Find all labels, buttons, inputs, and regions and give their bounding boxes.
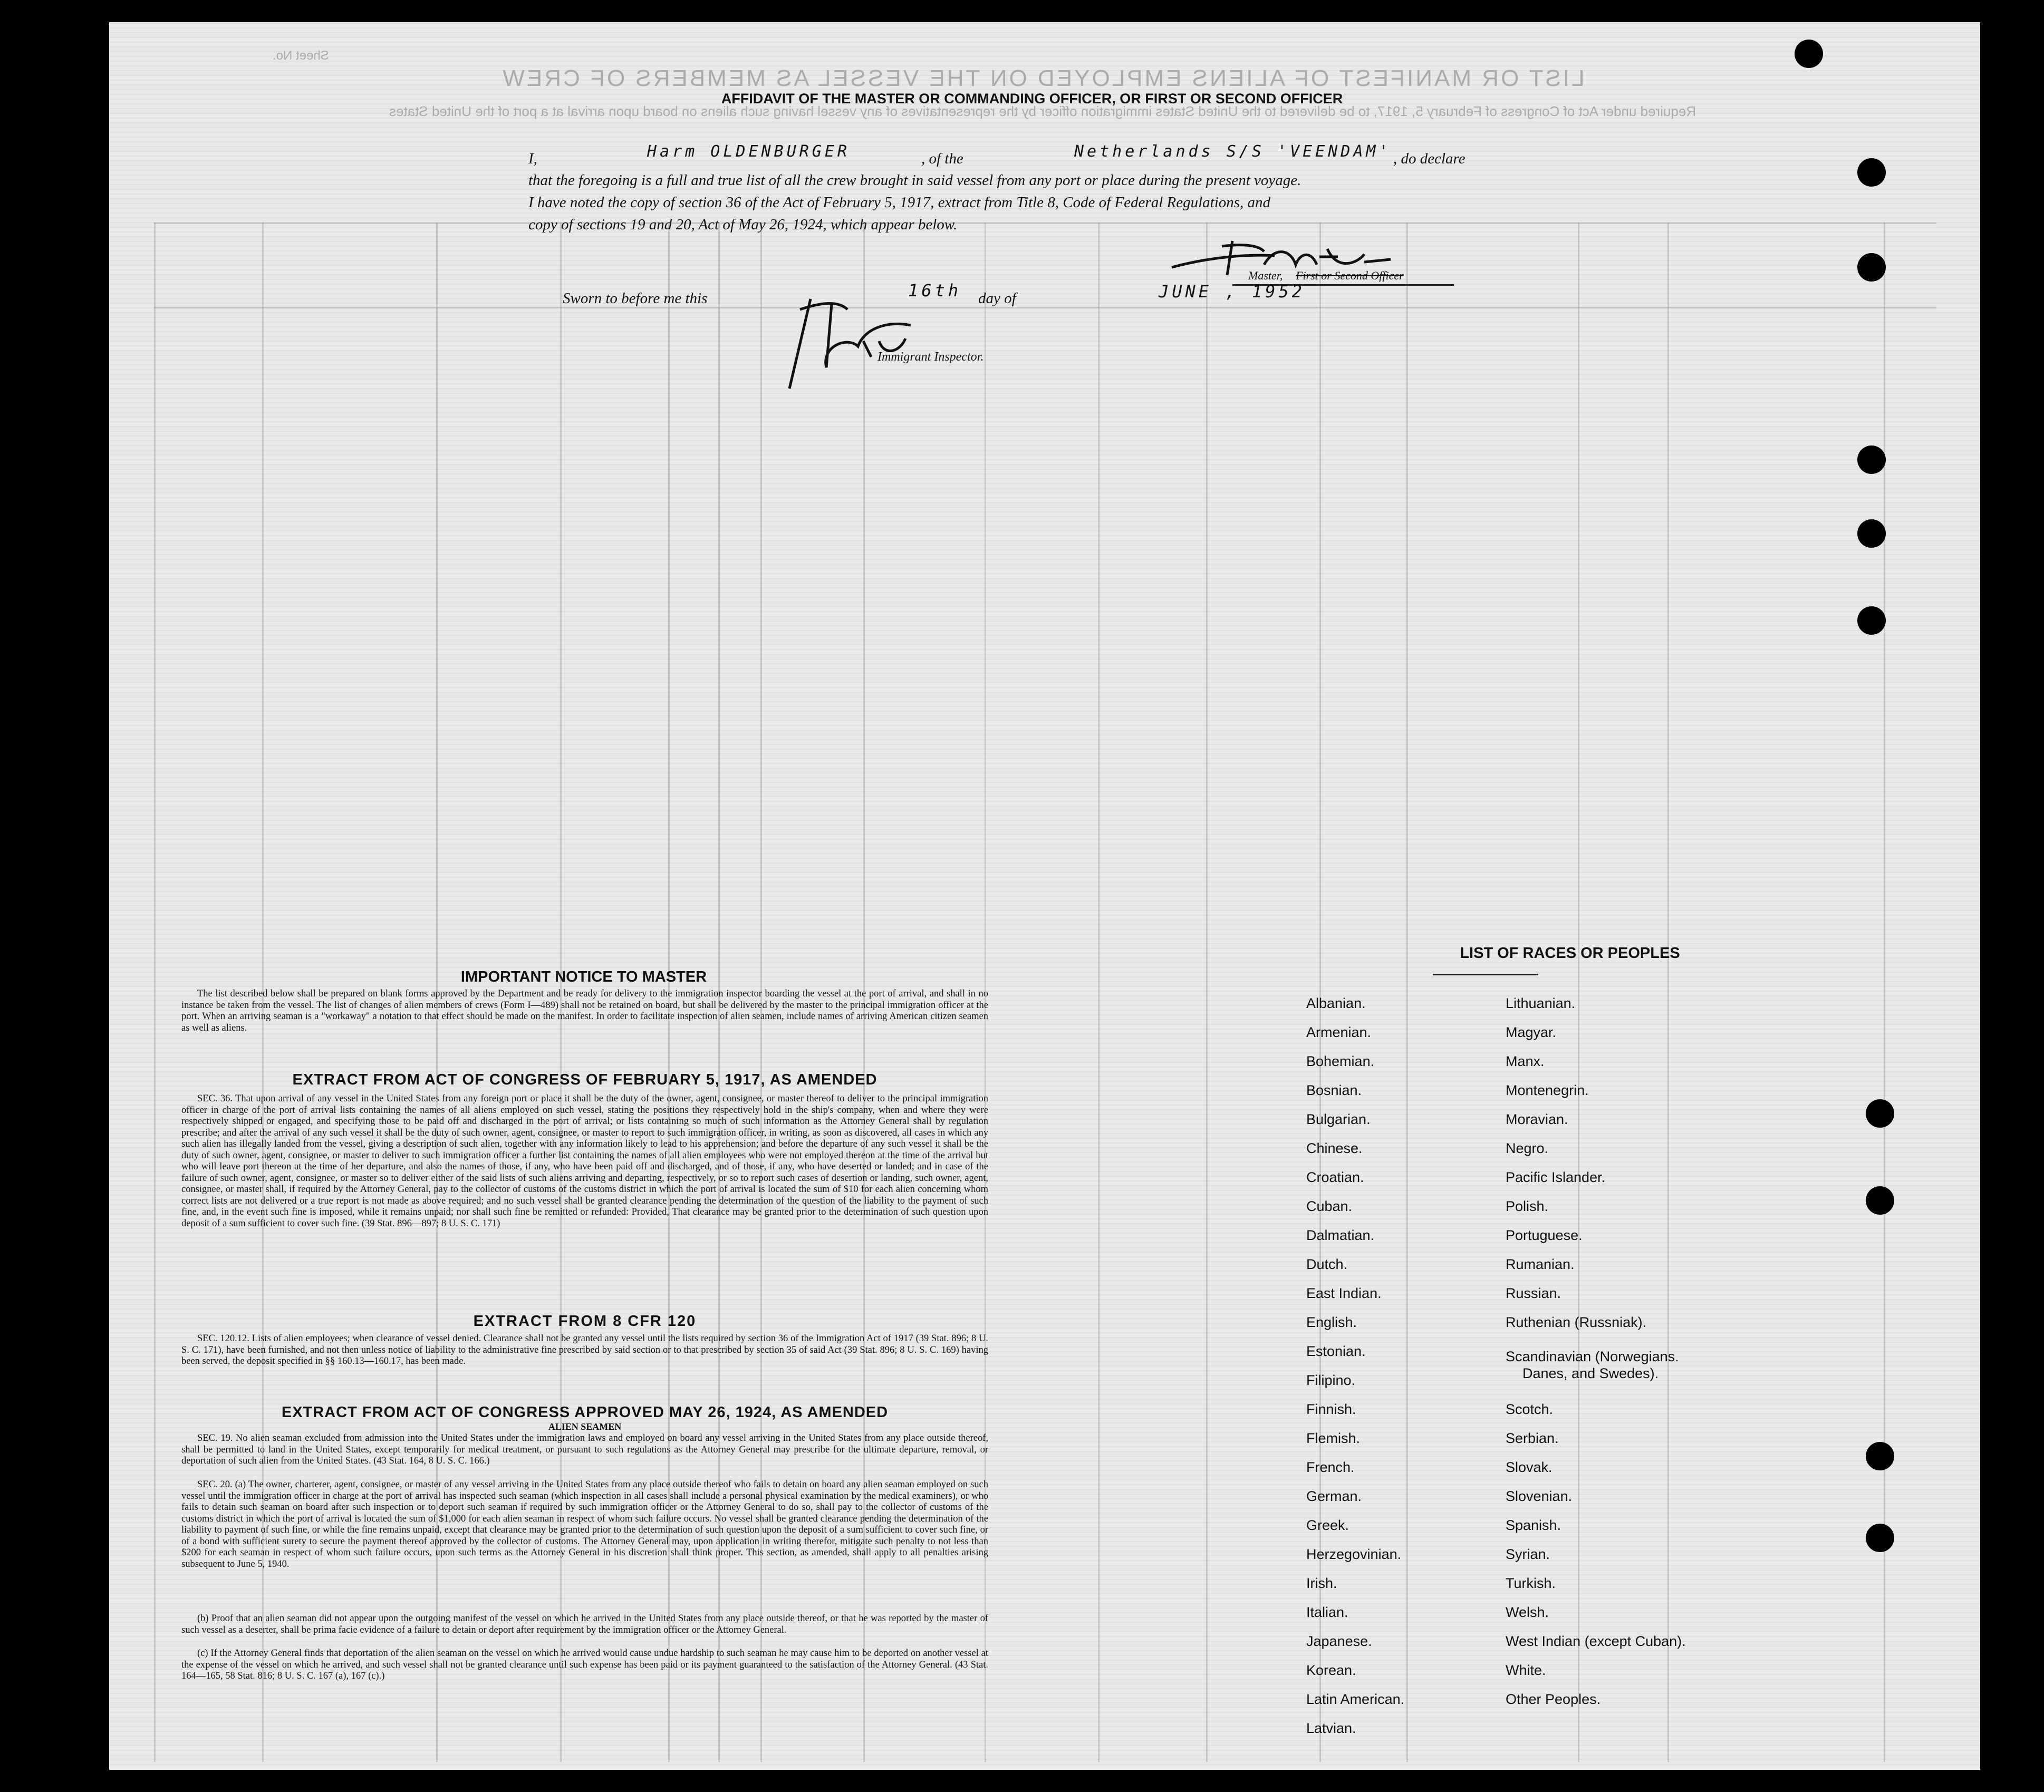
affidavit-title: AFFIDAVIT OF THE MASTER OR COMMANDING OFFICER, OR FIRST OR SECOND OFFICER [721, 91, 1343, 106]
race-item: West Indian (except Cuban). [1506, 1633, 1686, 1649]
punch-hole [1857, 519, 1886, 548]
grid-line [1206, 222, 1208, 1762]
race-item: Albanian. [1306, 995, 1366, 1011]
race-item: Montenegrin. [1506, 1082, 1589, 1098]
grid-line [154, 222, 156, 1762]
race-item: Japanese. [1306, 1633, 1372, 1649]
race-item: Serbian. [1506, 1430, 1559, 1446]
extract-1917-title: EXTRACT FROM ACT OF CONGRESS OF FEBRUARY 5, 1917, AS AMENDED [292, 1071, 878, 1088]
punch-hole [1795, 40, 1823, 68]
race-item: Moravian. [1506, 1111, 1568, 1127]
race-item: Magyar. [1506, 1024, 1557, 1040]
inspector-signature [779, 288, 916, 394]
race-item: Cuban. [1306, 1198, 1353, 1214]
race-item: Herzegovinian. [1306, 1546, 1402, 1562]
punch-hole [1857, 253, 1886, 282]
race-item: Armenian. [1306, 1024, 1372, 1040]
race-item: Russian. [1506, 1285, 1561, 1301]
master-name-handwritten: Harm OLDENBURGER [647, 142, 850, 161]
affidavit-line-4: copy of sections 19 and 20, Act of May 26, 1924, which appear below. [528, 216, 958, 233]
grid-line [1667, 222, 1669, 1762]
affidavit-pronoun: I, [528, 150, 537, 167]
race-item: Rumanian. [1506, 1256, 1575, 1272]
notice-body: The list described below shall be prepared on blank forms approved by the Department and be ready for delivery to the immigration inspector boarding the vessel at the port of arrival, and shall in no instance be taken from the vessel. The list of changes of alien members of crews (Form I—489) shall not be retained on board, but shall be delivered by the master to the principal immigration officer at the port. When an arriving seaman is a "workaway" a notation to that effect should be made on the manifest. In order to facilitate inspection of alien seamen, include names of arriving American citizen seamen as well as aliens. [181, 989, 988, 1033]
race-item: Ruthenian (Russniak). [1506, 1314, 1647, 1330]
grid-line [1578, 222, 1579, 1762]
day-of-label: day of [978, 290, 1016, 307]
affidavit-do-declare: , do declare [1393, 150, 1465, 167]
extract-1924-sec19: SEC. 19. No alien seaman excluded from admission into the United States under the immigration laws and employed on board any vessel arriving in the United States from any place outside thereof, shall be permitted to land in the United States, except temporarily for medical treatment, or pursuant to such regulations as the Attorney General may prescribe for the ultimate departure, removal, or deportation of such alien from the United States. (43 Stat. 164, 8 U. S. C. 166.) [181, 1433, 988, 1466]
extract-cfr-body: SEC. 120.12. Lists of alien employees; when clearance of vessel denied. Clearance shall not be granted any vessel until the lists required by section 36 of the Immigration Act of 1917 (39 Stat. 896; 8 U. S. C. 171), have been furnished, and not then unless notice of liability to the administrative fine prescribed by said section or to that prescribed by section 35 of said Act (39 Stat. 896; 8 U. S. C. 169) having been served, the deposit specified in §§ 160.13—160.17, has been made. [181, 1333, 988, 1367]
notice-title: IMPORTANT NOTICE TO MASTER [460, 968, 707, 985]
punch-hole [1866, 1186, 1894, 1215]
race-item: Polish. [1506, 1198, 1549, 1214]
race-item: Negro. [1506, 1140, 1549, 1156]
affidavit-of-the: , of the [921, 150, 963, 167]
race-item: Scotch. [1506, 1401, 1554, 1417]
struck-officer-label: First or Second Officer [1296, 269, 1404, 282]
race-item: White. [1506, 1662, 1546, 1678]
extract-1924-sec20a: SEC. 20. (a) The owner, charterer, agent, consignee, or master of any vessel arriving in the United States from any place outside thereof who fails to detain on board any alien seaman employed on such vessel until the immigration officer in charge at the port of arrival has inspected such seaman (which inspection in all cases shall include a personal physical examination by the medical examiners), or who fails to detain such seaman on board after such inspection or to deport such seaman if required by such immigration officer or the Attorney General to do so, shall pay to the collector of customs of the customs district in which the port of arrival is located the sum of $1,000 for each alien seaman in respect of whom such failure occurs. No vessel shall be granted clearance pending the determination of the liability to payment of such fine, or while the fine remains unpaid, except that clearance may be granted prior to the determination of such question upon the deposit of a sum sufficient to cover such fine, or of a bond with sufficient surety to secure the payment thereof approved by the collector of customs. The Attorney General may, upon application in writing therefor, mitigate such penalty to not less than $200 for each seaman in respect of whom such failure occurs, upon such terms as the Attorney General in his discretion shall think proper. This section, as amended, shall apply to all penalties arising subsequent to June 5, 1940. [181, 1479, 988, 1570]
race-item: Scandinavian (Norwegians. [1506, 1349, 1679, 1364]
race-item: Italian. [1306, 1604, 1348, 1620]
race-item: Welsh. [1506, 1604, 1549, 1620]
race-item: Manx. [1506, 1053, 1545, 1069]
manifest-page [109, 22, 1980, 1770]
punch-hole [1857, 158, 1886, 187]
race-item: English. [1306, 1314, 1357, 1330]
race-item: Latvian. [1306, 1720, 1356, 1736]
extract-cfr-title: EXTRACT FROM 8 CFR 120 [473, 1313, 697, 1330]
punch-hole [1857, 606, 1886, 635]
mirrored-manifest-title: LIST OR MANIFEST OF ALIENS EMPLOYED ON THE VESSEL AS MEMBERS OF CREW [500, 65, 1585, 91]
punch-hole [1866, 1442, 1894, 1470]
race-item: Flemish. [1306, 1430, 1361, 1446]
extract-1924-title: EXTRACT FROM ACT OF CONGRESS APPROVED MAY 26, 1924, AS AMENDED [281, 1404, 889, 1421]
races-title-rule [1433, 974, 1538, 975]
affidavit-line-3: I have noted the copy of section 36 of the Act of February 5, 1917, extract from Title 8, Code of Federal Regulations, and [528, 194, 1271, 211]
race-item: Portuguese. [1506, 1227, 1583, 1243]
race-item: Irish. [1306, 1575, 1337, 1591]
race-item: Bosnian. [1306, 1082, 1362, 1098]
extract-1924-sec20c: (c) If the Attorney General finds that deportation of the alien seaman on the vessel on which he arrived would cause undue hardship to such seaman he may cause him to be deported on another vessel at the expense of the vessel on which he arrived, and such vessel shall not be granted clearance until such expense has been paid or its payment guaranteed to the satisfaction of the Attorney General. (43 Stat. 164—165, 58 Stat. 816; 8 U. S. C. 167 (a), 167 (c).) [181, 1648, 988, 1681]
race-item: Dalmatian. [1306, 1227, 1375, 1243]
race-item: Croatian. [1306, 1169, 1364, 1185]
extract-1924-sec20b: (b) Proof that an alien seaman did not appear upon the outgoing manifest of the vessel on which he arrived in the United States from any place outside thereof, or that he was reported by the master of such vessel as a deserter, shall be prima facie evidence of a failure to detain or deport after requirement by the immigration officer or the Attorney General. [181, 1613, 988, 1635]
sworn-text: Sworn to before me this [563, 290, 708, 307]
race-item: Syrian. [1506, 1546, 1550, 1562]
race-item: Bohemian. [1306, 1053, 1375, 1069]
month-year-handwritten: JUNE , 1952 [1159, 282, 1305, 302]
punch-hole [1857, 445, 1886, 474]
extract-1924-subtitle: ALIEN SEAMEN [548, 1421, 622, 1432]
race-item: German. [1306, 1488, 1362, 1504]
race-item: East Indian. [1306, 1285, 1382, 1301]
punch-hole [1866, 1524, 1894, 1552]
race-item: Finnish. [1306, 1401, 1356, 1417]
day-handwritten: 16th [908, 280, 962, 301]
race-item: Korean. [1306, 1662, 1356, 1678]
race-item: Lithuanian. [1506, 995, 1576, 1011]
vessel-name-handwritten: Netherlands S/S 'VEENDAM' [1074, 142, 1392, 161]
race-item: Greek. [1306, 1517, 1349, 1533]
punch-hole [1866, 1099, 1894, 1128]
race-item: Estonian. [1306, 1343, 1366, 1359]
extract-1917-body: SEC. 36. That upon arrival of any vessel in the United States from any foreign port or place it shall be the duty of the owner, agent, consignee, or master thereof to deliver to the principal immigration officer in charge of the port of arrival lists containing the names of all aliens employed on such vessel, stating the positions they respectively hold in the ship's company, when and where they were respectively shipped or engaged, and specifying those to be paid off and discharged in the port of arrival; or lists containing so much of such information as the Attorney General shall by regulation prescribe; and after the arrival of any such vessel it shall be the duty of such owner, agent, consignee, or master to report to such immigration officer, in writing, as soon as discovered, all cases in which any such alien has illegally landed from the vessel, giving a description of such alien, together with any information likely to lead to his apprehension; and before the departure of any such vessel it shall be the duty of such owner, agent, consignee, or master to deliver to such immigration officer a further list containing the names of all alien employees who were not employed thereon at the time of the arrival but who will leave port thereon at the time of her departure, and also the names of those, if any, who have been paid off and discharged, and of those, if any, who have deserted or landed; and in case of the failure of such owner, agent, consignee, or master so to deliver either of the said lists of such aliens arriving and departing, respectively, or so to report such cases of desertion or landing, such owner, agent, consignee, or master shall, if required by the Attorney General, pay to the collector of customs of the customs district in which the port of arrival is located the sum of $10 for each alien concerning whom correct lists are not delivered or a true report is not made as above required; and no such vessel shall be granted clearance pending the determination of the question of the liability to the payment of such fine, and, in the event such fine is imposed, while it remains unpaid; nor shall such fine be remitted or refunded: Provided, That clearance may be granted prior to the determination of such question upon deposit of a sum sufficient to cover such fine. (39 Stat. 896—897; 8 U. S. C. 171) [181, 1093, 988, 1229]
mirrored-manifest-subtitle: Required under Act of Congress of February 5, 1917, to be delivered to the United States immigration officer by the representatives of any vessel having such aliens on board upon arrival at a port of the United States [389, 103, 1696, 119]
grid-line [154, 307, 1936, 308]
race-item: Slovenian. [1506, 1488, 1573, 1504]
race-item: Danes, and Swedes). [1522, 1365, 1659, 1381]
race-item: Dutch. [1306, 1256, 1348, 1272]
races-title: LIST OF RACES OR PEOPLES [1460, 945, 1680, 962]
race-item: Latin American. [1306, 1691, 1405, 1707]
inspector-label: Immigrant Inspector. [878, 350, 984, 364]
race-item: Turkish. [1506, 1575, 1556, 1591]
race-item: Other Peoples. [1506, 1691, 1601, 1707]
race-item: French. [1306, 1459, 1355, 1475]
race-item: Spanish. [1506, 1517, 1561, 1533]
affidavit-line-2: that the foregoing is a full and true list of all the crew brought in said vessel from any port or place during the present voyage. [528, 172, 1301, 189]
race-item: Chinese. [1306, 1140, 1363, 1156]
race-item: Pacific Islander. [1506, 1169, 1606, 1185]
race-item: Slovak. [1506, 1459, 1553, 1475]
race-item: Bulgarian. [1306, 1111, 1371, 1127]
grid-line [1406, 222, 1408, 1762]
mirrored-sheet-label: Sheet No. [273, 49, 329, 63]
grid-line [1098, 222, 1100, 1762]
master-label: Master, [1248, 269, 1283, 282]
race-item: Filipino. [1306, 1372, 1356, 1388]
grid-line [154, 222, 1936, 224]
